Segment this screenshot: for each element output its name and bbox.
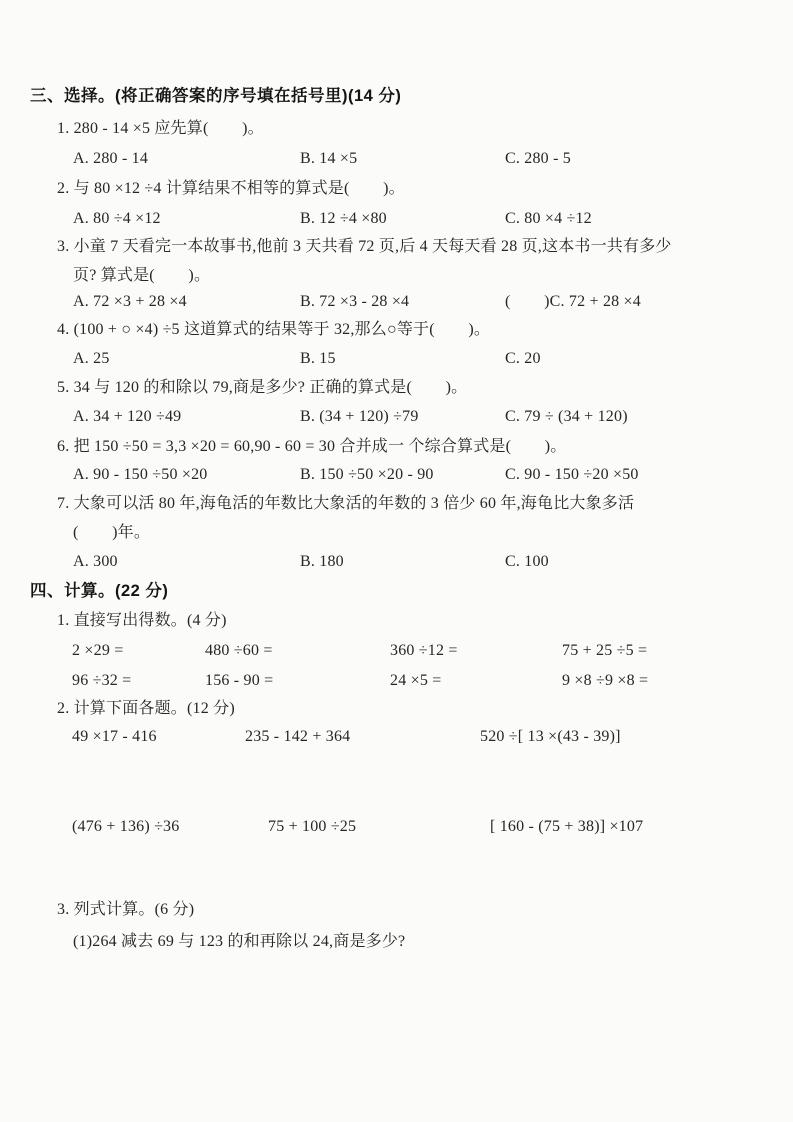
- q3-option-c: ( )C. 72 + 28 ×4: [505, 293, 641, 310]
- q3-stem-line2: 页? 算式是( )。: [73, 267, 211, 284]
- oral-item: 156 - 90 =: [205, 672, 274, 689]
- q1-option-c: C. 280 - 5: [505, 150, 571, 167]
- oral-item: 24 ×5 =: [390, 672, 442, 689]
- calc-part2-heading: 2. 计算下面各题。(12 分): [57, 700, 235, 717]
- calc-item: 520 ÷[ 13 ×(43 - 39)]: [480, 728, 621, 745]
- q5-option-a: A. 34 + 120 ÷49: [73, 408, 182, 425]
- q2-option-a: A. 80 ÷4 ×12: [73, 210, 161, 227]
- oral-item: 9 ×8 ÷9 ×8 =: [562, 672, 649, 689]
- q6-stem: 6. 把 150 ÷50 = 3,3 ×20 = 60,90 - 60 = 30 合并成一 个综合算式是( )。: [57, 438, 567, 455]
- q2-stem: 2. 与 80 ×12 ÷4 计算结果不相等的算式是( )。: [57, 180, 405, 197]
- q2-option-b: B. 12 ÷4 ×80: [300, 210, 387, 227]
- q6-option-c: C. 90 - 150 ÷20 ×50: [505, 466, 639, 483]
- q5-option-b: B. (34 + 120) ÷79: [300, 408, 419, 425]
- calc-item: 235 - 142 + 364: [245, 728, 351, 745]
- section-calc-heading: 四、计算。(22 分): [30, 582, 169, 600]
- oral-item: 2 ×29 =: [72, 642, 124, 659]
- q1-stem: 1. 280 - 14 ×5 应先算( )。: [57, 120, 264, 137]
- q2-option-c: C. 80 ×4 ÷12: [505, 210, 592, 227]
- calc-part3-item1: (1)264 减去 69 与 123 的和再除以 24,商是多少?: [73, 933, 406, 950]
- q6-option-b: B. 150 ÷50 ×20 - 90: [300, 466, 434, 483]
- oral-item: 360 ÷12 =: [390, 642, 458, 659]
- section-choice-heading: 三、选择。(将正确答案的序号填在括号里)(14 分): [30, 87, 402, 105]
- q4-option-b: B. 15: [300, 350, 336, 367]
- q4-stem: 4. (100 + ○ ×4) ÷5 这道算式的结果等于 32,那么○等于( )。: [57, 321, 491, 338]
- oral-item: 480 ÷60 =: [205, 642, 273, 659]
- q7-option-c: C. 100: [505, 553, 549, 570]
- q6-option-a: A. 90 - 150 ÷50 ×20: [73, 466, 208, 483]
- calc-item: 75 + 100 ÷25: [268, 818, 357, 835]
- q7-option-a: A. 300: [73, 553, 118, 570]
- q7-option-b: B. 180: [300, 553, 344, 570]
- q3-option-a: A. 72 ×3 + 28 ×4: [73, 293, 187, 310]
- oral-item: 96 ÷32 =: [72, 672, 132, 689]
- q7-stem-line2: ( )年。: [73, 524, 151, 541]
- q3-stem-line1: 3. 小童 7 天看完一本故事书,他前 3 天共看 72 页,后 4 天每天看 28 页,这本书一共有多少: [57, 238, 672, 255]
- q3-option-b: B. 72 ×3 - 28 ×4: [300, 293, 410, 310]
- oral-item: 75 + 25 ÷5 =: [562, 642, 648, 659]
- q5-stem: 5. 34 与 120 的和除以 79,商是多少? 正确的算式是( )。: [57, 379, 468, 396]
- calc-part1-heading: 1. 直接写出得数。(4 分): [57, 612, 227, 629]
- calc-item: [ 160 - (75 + 38)] ×107: [490, 818, 644, 835]
- q1-option-b: B. 14 ×5: [300, 150, 358, 167]
- q5-option-c: C. 79 ÷ (34 + 120): [505, 408, 628, 425]
- q4-option-a: A. 25: [73, 350, 110, 367]
- q4-option-c: C. 20: [505, 350, 541, 367]
- q7-stem-line1: 7. 大象可以活 80 年,海龟活的年数比大象活的年数的 3 倍少 60 年,海龟比大象多活: [57, 495, 635, 512]
- calc-part3-heading: 3. 列式计算。(6 分): [57, 901, 195, 918]
- q1-option-a: A. 280 - 14: [73, 150, 149, 167]
- calc-item: 49 ×17 - 416: [72, 728, 157, 745]
- calc-item: (476 + 136) ÷36: [72, 818, 180, 835]
